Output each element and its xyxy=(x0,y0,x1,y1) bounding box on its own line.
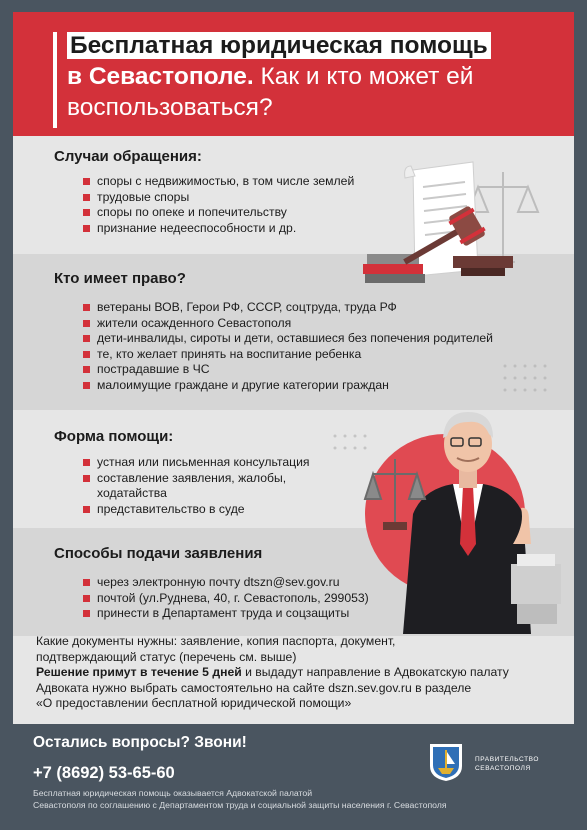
list-item: принести в Департамент труда и соцзащиты xyxy=(83,606,369,622)
footer-note xyxy=(33,787,513,811)
docs-line5: «О предоставлении бесплатной юридической помощи» xyxy=(36,696,352,710)
footer-question: Остались вопросы? Звони! xyxy=(33,734,247,751)
title-line2-rest: Как и кто может ей xyxy=(253,63,474,90)
cases-heading: Случаи обращения: xyxy=(54,148,202,165)
gavel-documents-illustration xyxy=(353,152,543,302)
list-item: составление заявления, жалобы, ходатайства xyxy=(83,471,327,502)
list-item: признание недееспособности и др. xyxy=(83,221,354,237)
footer-note-line2: Севастополя по соглашению с Департаментом труда и социальной защиты населения г. Севастополя xyxy=(33,800,447,810)
rights-heading: Кто имеет право? xyxy=(54,270,186,287)
scales-icon xyxy=(468,172,538,262)
title-line1: Бесплатная юридическая помощь xyxy=(67,32,491,59)
footer-note-line1: Бесплатная юридическая помощь оказывается Адвокатской палатой xyxy=(33,788,313,798)
form-list xyxy=(83,455,343,517)
footer-phone[interactable]: +7 (8692) 53-65-60 xyxy=(33,764,175,782)
lawyer-illustration xyxy=(353,404,568,634)
list-item: споры с недвижимостью, в том числе землей xyxy=(83,174,354,190)
poster-card xyxy=(13,12,574,724)
list-item: представительство в суде xyxy=(83,502,343,518)
sevastopol-crest-icon xyxy=(428,742,464,782)
title-line3: воспользоваться? xyxy=(67,94,273,121)
list-item: те, кто желает принять на воспитание ребенка xyxy=(83,347,493,363)
cases-list xyxy=(83,174,354,236)
documents-info xyxy=(36,634,566,712)
government-label xyxy=(475,755,539,773)
printer-icon xyxy=(511,554,561,624)
list-item: ветераны ВОВ, Герои РФ, СССР, соцтруда, труда РФ xyxy=(83,300,493,316)
list-item: устная или письменная консультация xyxy=(83,455,343,471)
header-accent-bar xyxy=(53,32,57,128)
decorative-dots-1 xyxy=(501,362,561,402)
title-line2-bold: в Севастополе. xyxy=(67,63,254,90)
docs-decision-rest: и выдадут направление в Адвокатскую палату xyxy=(241,665,509,679)
docs-decision xyxy=(36,665,566,681)
docs-line2: подтверждающий статус (перечень см. выше) xyxy=(36,649,297,664)
list-item: малоимущие граждане и другие категории граждан xyxy=(83,378,493,394)
rights-list xyxy=(83,300,493,393)
list-item: пострадавшие в ЧС xyxy=(83,362,493,378)
form-heading: Форма помощи: xyxy=(54,428,174,445)
list-item: через электронную почту dtszn@sev.gov.ru xyxy=(83,575,369,591)
list-item: трудовые споры xyxy=(83,190,354,206)
list-item: дети-инвалиды, сироты и дети, оставшиеся без попечения родителей xyxy=(83,331,493,347)
docs-line1: Какие документы нужны: заявление, копия паспорта, документ, xyxy=(36,634,396,648)
list-item: споры по опеке и попечительству xyxy=(83,205,354,221)
list-item: жители осажденного Севастополя xyxy=(83,316,493,332)
methods-heading: Способы подачи заявления xyxy=(54,545,263,562)
list-item: почтой (ул.Руднева, 40, г. Севастополь, 299053) xyxy=(83,591,369,607)
methods-list xyxy=(83,575,369,622)
header xyxy=(13,12,574,136)
gov-line2: СЕВАСТОПОЛЯ xyxy=(475,765,531,772)
docs-line4: Адвоката нужно выбрать самостоятельно на сайте dszn.sev.gov.ru в разделе xyxy=(36,680,472,695)
docs-decision-bold: Решение примут в течение 5 дней xyxy=(36,665,242,679)
page-title xyxy=(67,30,567,123)
gov-line1: ПРАВИТЕЛЬСТВО xyxy=(475,756,540,763)
